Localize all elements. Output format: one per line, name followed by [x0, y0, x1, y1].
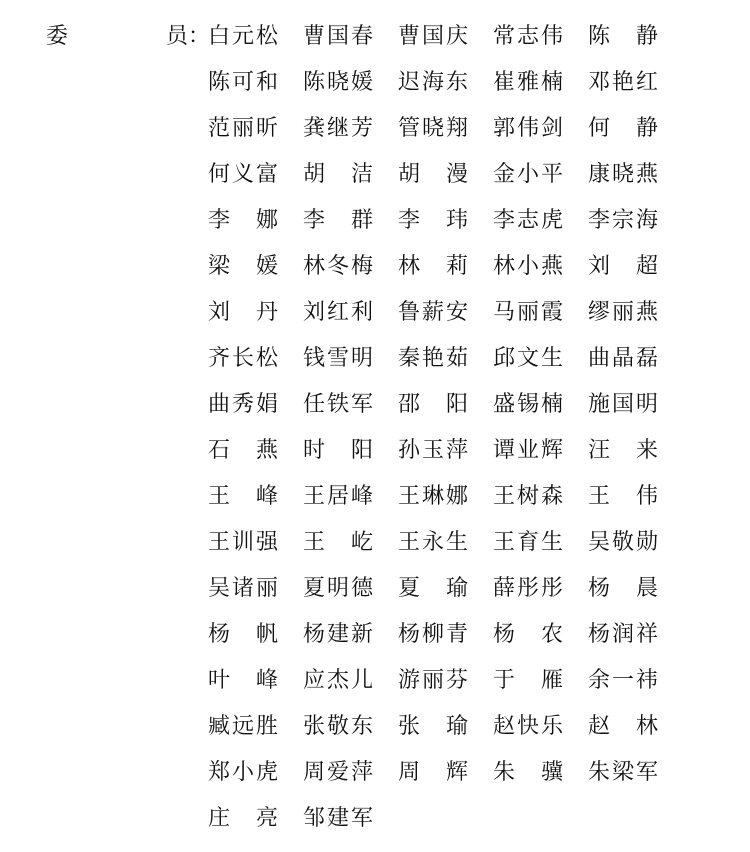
member-name: 赵 快 乐	[493, 714, 563, 739]
member-name: 马 丽 霞	[493, 300, 563, 325]
member-name: 杨 柳 青	[398, 622, 468, 647]
member-name: 张 敬 东	[303, 714, 373, 739]
member-name: 何 义 富	[208, 162, 278, 187]
member-name: 杨 农	[493, 622, 563, 647]
member-name: 康 晓 燕	[588, 162, 658, 187]
member-name: 王 永 生	[398, 530, 468, 555]
member-name: 游 丽 芬	[398, 668, 468, 693]
member-name: 李 志 虎	[493, 208, 563, 233]
member-name: 钱 雪 明	[303, 346, 373, 371]
member-name: 赵 林	[588, 714, 658, 739]
member-name: 迟 海 东	[398, 70, 468, 95]
member-name: 鲁 薪 安	[398, 300, 468, 325]
member-name: 曲 秀 娟	[208, 392, 278, 417]
member-name: 刘 超	[588, 254, 658, 279]
member-name: 邓 艳 红	[588, 70, 658, 95]
member-name: 邹 建 军	[303, 806, 373, 831]
member-name: 吴 敬 勋	[588, 530, 658, 555]
member-name: 王 树 森	[493, 484, 563, 509]
member-name: 石 燕	[208, 438, 278, 463]
member-name: 夏 明 德	[303, 576, 373, 601]
member-name: 叶 峰	[208, 668, 278, 693]
member-name: 曹 国 春	[303, 24, 373, 49]
member-name: 邱 文 生	[493, 346, 563, 371]
member-name: 时 阳	[303, 438, 373, 463]
member-name: 周 爱 萍	[303, 760, 373, 785]
member-name: 谭 业 辉	[493, 438, 563, 463]
role-label-char-1: 委	[46, 24, 69, 49]
role-label-char-2: 员	[166, 24, 189, 49]
member-name: 施 国 明	[588, 392, 658, 417]
member-name: 任 铁 军	[303, 392, 373, 417]
role-label-colon: ：	[188, 24, 211, 49]
member-name: 金 小 平	[493, 162, 563, 187]
member-name: 庄 亮	[208, 806, 278, 831]
member-name: 王 训 强	[208, 530, 278, 555]
member-name: 王 伟	[588, 484, 658, 509]
member-name: 张 瑜	[398, 714, 468, 739]
member-name: 杨 晨	[588, 576, 658, 601]
member-name: 郭 伟 剑	[493, 116, 563, 141]
member-name: 孙 玉 萍	[398, 438, 468, 463]
member-name: 龚 继 芳	[303, 116, 373, 141]
member-name: 林 小 燕	[493, 254, 563, 279]
member-name: 王 居 峰	[303, 484, 373, 509]
member-name: 吴 诸 丽	[208, 576, 278, 601]
member-name: 李 娜	[208, 208, 278, 233]
member-name: 王 琳 娜	[398, 484, 468, 509]
member-name: 周 辉	[398, 760, 468, 785]
member-name: 陈 可 和	[208, 70, 278, 95]
member-name: 崔 雅 楠	[493, 70, 563, 95]
member-name: 余 一 祎	[588, 668, 658, 693]
member-name: 盛 锡 楠	[493, 392, 563, 417]
member-name: 王 屹	[303, 530, 373, 555]
member-name: 杨 润 祥	[588, 622, 658, 647]
member-name: 刘 红 利	[303, 300, 373, 325]
member-name: 杨 帆	[208, 622, 278, 647]
member-name: 梁 媛	[208, 254, 278, 279]
member-name: 汪 来	[588, 438, 658, 463]
member-name: 杨 建 新	[303, 622, 373, 647]
member-name: 常 志 伟	[493, 24, 563, 49]
member-name: 齐 长 松	[208, 346, 278, 371]
member-name: 王 育 生	[493, 530, 563, 555]
member-name: 陈 静	[588, 24, 658, 49]
member-name: 范 丽 昕	[208, 116, 278, 141]
member-name: 胡 洁	[303, 162, 373, 187]
member-name: 郑 小 虎	[208, 760, 278, 785]
member-name: 薛 彤 彤	[493, 576, 563, 601]
member-name: 朱 梁 军	[588, 760, 658, 785]
member-name-grid	[208, 24, 683, 852]
member-name: 秦 艳 茹	[398, 346, 468, 371]
member-name: 于 雁	[493, 668, 563, 693]
member-name: 夏 瑜	[398, 576, 468, 601]
member-name: 白 元 松	[208, 24, 278, 49]
member-name: 陈 晓 媛	[303, 70, 373, 95]
member-name: 何 静	[588, 116, 658, 141]
member-name: 刘 丹	[208, 300, 278, 325]
member-name: 李 玮	[398, 208, 468, 233]
member-name: 林 莉	[398, 254, 468, 279]
member-name: 曹 国 庆	[398, 24, 468, 49]
member-name: 臧 远 胜	[208, 714, 278, 739]
member-name: 胡 漫	[398, 162, 468, 187]
member-name: 管 晓 翔	[398, 116, 468, 141]
member-name: 李 群	[303, 208, 373, 233]
member-name: 朱 骥	[493, 760, 563, 785]
member-name: 邵 阳	[398, 392, 468, 417]
member-name: 曲 晶 磊	[588, 346, 658, 371]
member-name: 王 峰	[208, 484, 278, 509]
member-name: 缪 丽 燕	[588, 300, 658, 325]
member-name: 李 宗 海	[588, 208, 658, 233]
member-name: 应 杰 儿	[303, 668, 373, 693]
member-name: 林 冬 梅	[303, 254, 373, 279]
